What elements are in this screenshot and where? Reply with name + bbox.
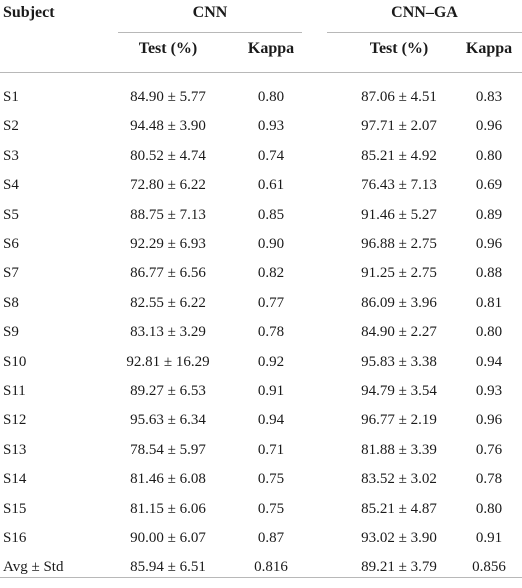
cnn-ga-test-cell: 83.52 ± 3.02 [361,471,437,487]
cnn-kappa-cell: 0.816 [254,559,288,575]
header-cnn-test: Test (%) [138,40,198,57]
header-group-cnn-ga: CNN–GA [391,4,458,21]
cnn-test-cell: 95.63 ± 6.34 [130,412,206,428]
header-cnn-ga-test: Test (%) [369,40,429,57]
subject-cell: S5 [3,207,19,223]
subject-cell: S8 [3,295,19,311]
subject-cell: S11 [3,383,26,399]
cnn-kappa-cell: 0.75 [257,471,285,487]
cnn-test-cell: 81.46 ± 6.08 [130,471,206,487]
cnn-ga-kappa-cell: 0.78 [475,471,503,487]
cnn-ga-kappa-cell: 0.94 [475,354,503,370]
cnn-ga-test-cell: 86.09 ± 3.96 [361,295,437,311]
cnn-kappa-cell: 0.85 [257,207,285,223]
subject-cell: S9 [3,324,19,340]
cnn-ga-test-cell: 96.77 ± 2.19 [361,412,437,428]
cnn-ga-test-cell: 96.88 ± 2.75 [361,236,437,252]
cnn-ga-kappa-cell: 0.81 [475,295,503,311]
cnn-test-cell: 88.75 ± 7.13 [130,207,206,223]
subject-cell: S16 [3,530,27,546]
cnn-ga-test-cell: 84.90 ± 2.27 [361,324,437,340]
header-subject: Subject [3,4,55,21]
cnn-ga-kappa-cell: 0.80 [475,324,503,340]
cnn-test-cell: 78.54 ± 5.97 [130,442,206,458]
subject-cell: Avg ± Std [3,559,64,575]
cnn-ga-kappa-cell: 0.93 [475,383,503,399]
cnn-ga-test-cell: 89.21 ± 3.79 [361,559,437,575]
cnn-ga-test-cell: 91.46 ± 5.27 [361,207,437,223]
cnn-kappa-cell: 0.71 [257,442,285,458]
cnn-ga-test-cell: 93.02 ± 3.90 [361,530,437,546]
cnn-ga-test-cell: 81.88 ± 3.39 [361,442,437,458]
cnn-ga-test-cell: 85.21 ± 4.87 [361,501,437,517]
subject-cell: S3 [3,148,19,164]
cnn-kappa-cell: 0.93 [257,118,285,134]
cnn-kappa-cell: 0.80 [257,89,285,105]
cnn-ga-kappa-cell: 0.83 [475,89,503,105]
cnn-test-cell: 83.13 ± 3.29 [130,324,206,340]
cnn-ga-kappa-cell: 0.76 [475,442,503,458]
cnn-test-cell: 84.90 ± 5.77 [130,89,206,105]
subject-cell: S15 [3,501,27,517]
cnn-ga-test-cell: 91.25 ± 2.75 [361,265,437,281]
cnn-test-cell: 80.52 ± 4.74 [130,148,206,164]
subject-cell: S12 [3,412,27,428]
cnn-kappa-cell: 0.91 [257,383,285,399]
subject-cell: S4 [3,177,19,193]
cnn-ga-kappa-cell: 0.91 [475,530,503,546]
header-group-cnn: CNN [192,4,228,21]
cnn-ga-kappa-cell: 0.96 [475,236,503,252]
subject-cell: S1 [3,89,19,105]
subject-cell: S14 [3,471,27,487]
cnn-test-cell: 92.81 ± 16.29 [126,354,210,370]
bottom-divider [0,577,522,578]
group-underline-cnn-ga [327,32,522,33]
cnn-kappa-cell: 0.94 [257,412,285,428]
cnn-kappa-cell: 0.87 [257,530,285,546]
cnn-kappa-cell: 0.61 [257,177,285,193]
group-underline-cnn [118,32,302,33]
cnn-kappa-cell: 0.82 [257,265,285,281]
cnn-ga-test-cell: 87.06 ± 4.51 [361,89,437,105]
cnn-kappa-cell: 0.77 [257,295,285,311]
cnn-test-cell: 82.55 ± 6.22 [130,295,206,311]
cnn-ga-kappa-cell: 0.96 [475,118,503,134]
cnn-ga-test-cell: 85.21 ± 4.92 [361,148,437,164]
cnn-test-cell: 90.00 ± 6.07 [130,530,206,546]
cnn-ga-test-cell: 94.79 ± 3.54 [361,383,437,399]
cnn-kappa-cell: 0.74 [257,148,285,164]
cnn-test-cell: 72.80 ± 6.22 [130,177,206,193]
subject-cell: S13 [3,442,27,458]
header-cnn-ga-kappa: Kappa [465,40,513,57]
cnn-test-cell: 94.48 ± 3.90 [130,118,206,134]
cnn-ga-test-cell: 95.83 ± 3.38 [361,354,437,370]
cnn-kappa-cell: 0.78 [257,324,285,340]
subject-cell: S2 [3,118,19,134]
header-cnn-kappa: Kappa [247,40,295,57]
cnn-test-cell: 86.77 ± 6.56 [130,265,206,281]
cnn-ga-kappa-cell: 0.89 [475,207,503,223]
cnn-test-cell: 85.94 ± 6.51 [130,559,206,575]
cnn-test-cell: 81.15 ± 6.06 [130,501,206,517]
header-divider [0,72,522,73]
cnn-ga-test-cell: 76.43 ± 7.13 [361,177,437,193]
cnn-ga-kappa-cell: 0.856 [472,559,506,575]
cnn-kappa-cell: 0.75 [257,501,285,517]
cnn-ga-test-cell: 97.71 ± 2.07 [361,118,437,134]
subject-cell: S6 [3,236,19,252]
subject-cell: S10 [3,354,27,370]
cnn-ga-kappa-cell: 0.80 [475,501,503,517]
cnn-kappa-cell: 0.92 [257,354,285,370]
cnn-ga-kappa-cell: 0.69 [475,177,503,193]
subject-cell: S7 [3,265,19,281]
cnn-kappa-cell: 0.90 [257,236,285,252]
cnn-ga-kappa-cell: 0.80 [475,148,503,164]
cnn-ga-kappa-cell: 0.88 [475,265,503,281]
cnn-test-cell: 92.29 ± 6.93 [130,236,206,252]
cnn-test-cell: 89.27 ± 6.53 [130,383,206,399]
cnn-ga-kappa-cell: 0.96 [475,412,503,428]
